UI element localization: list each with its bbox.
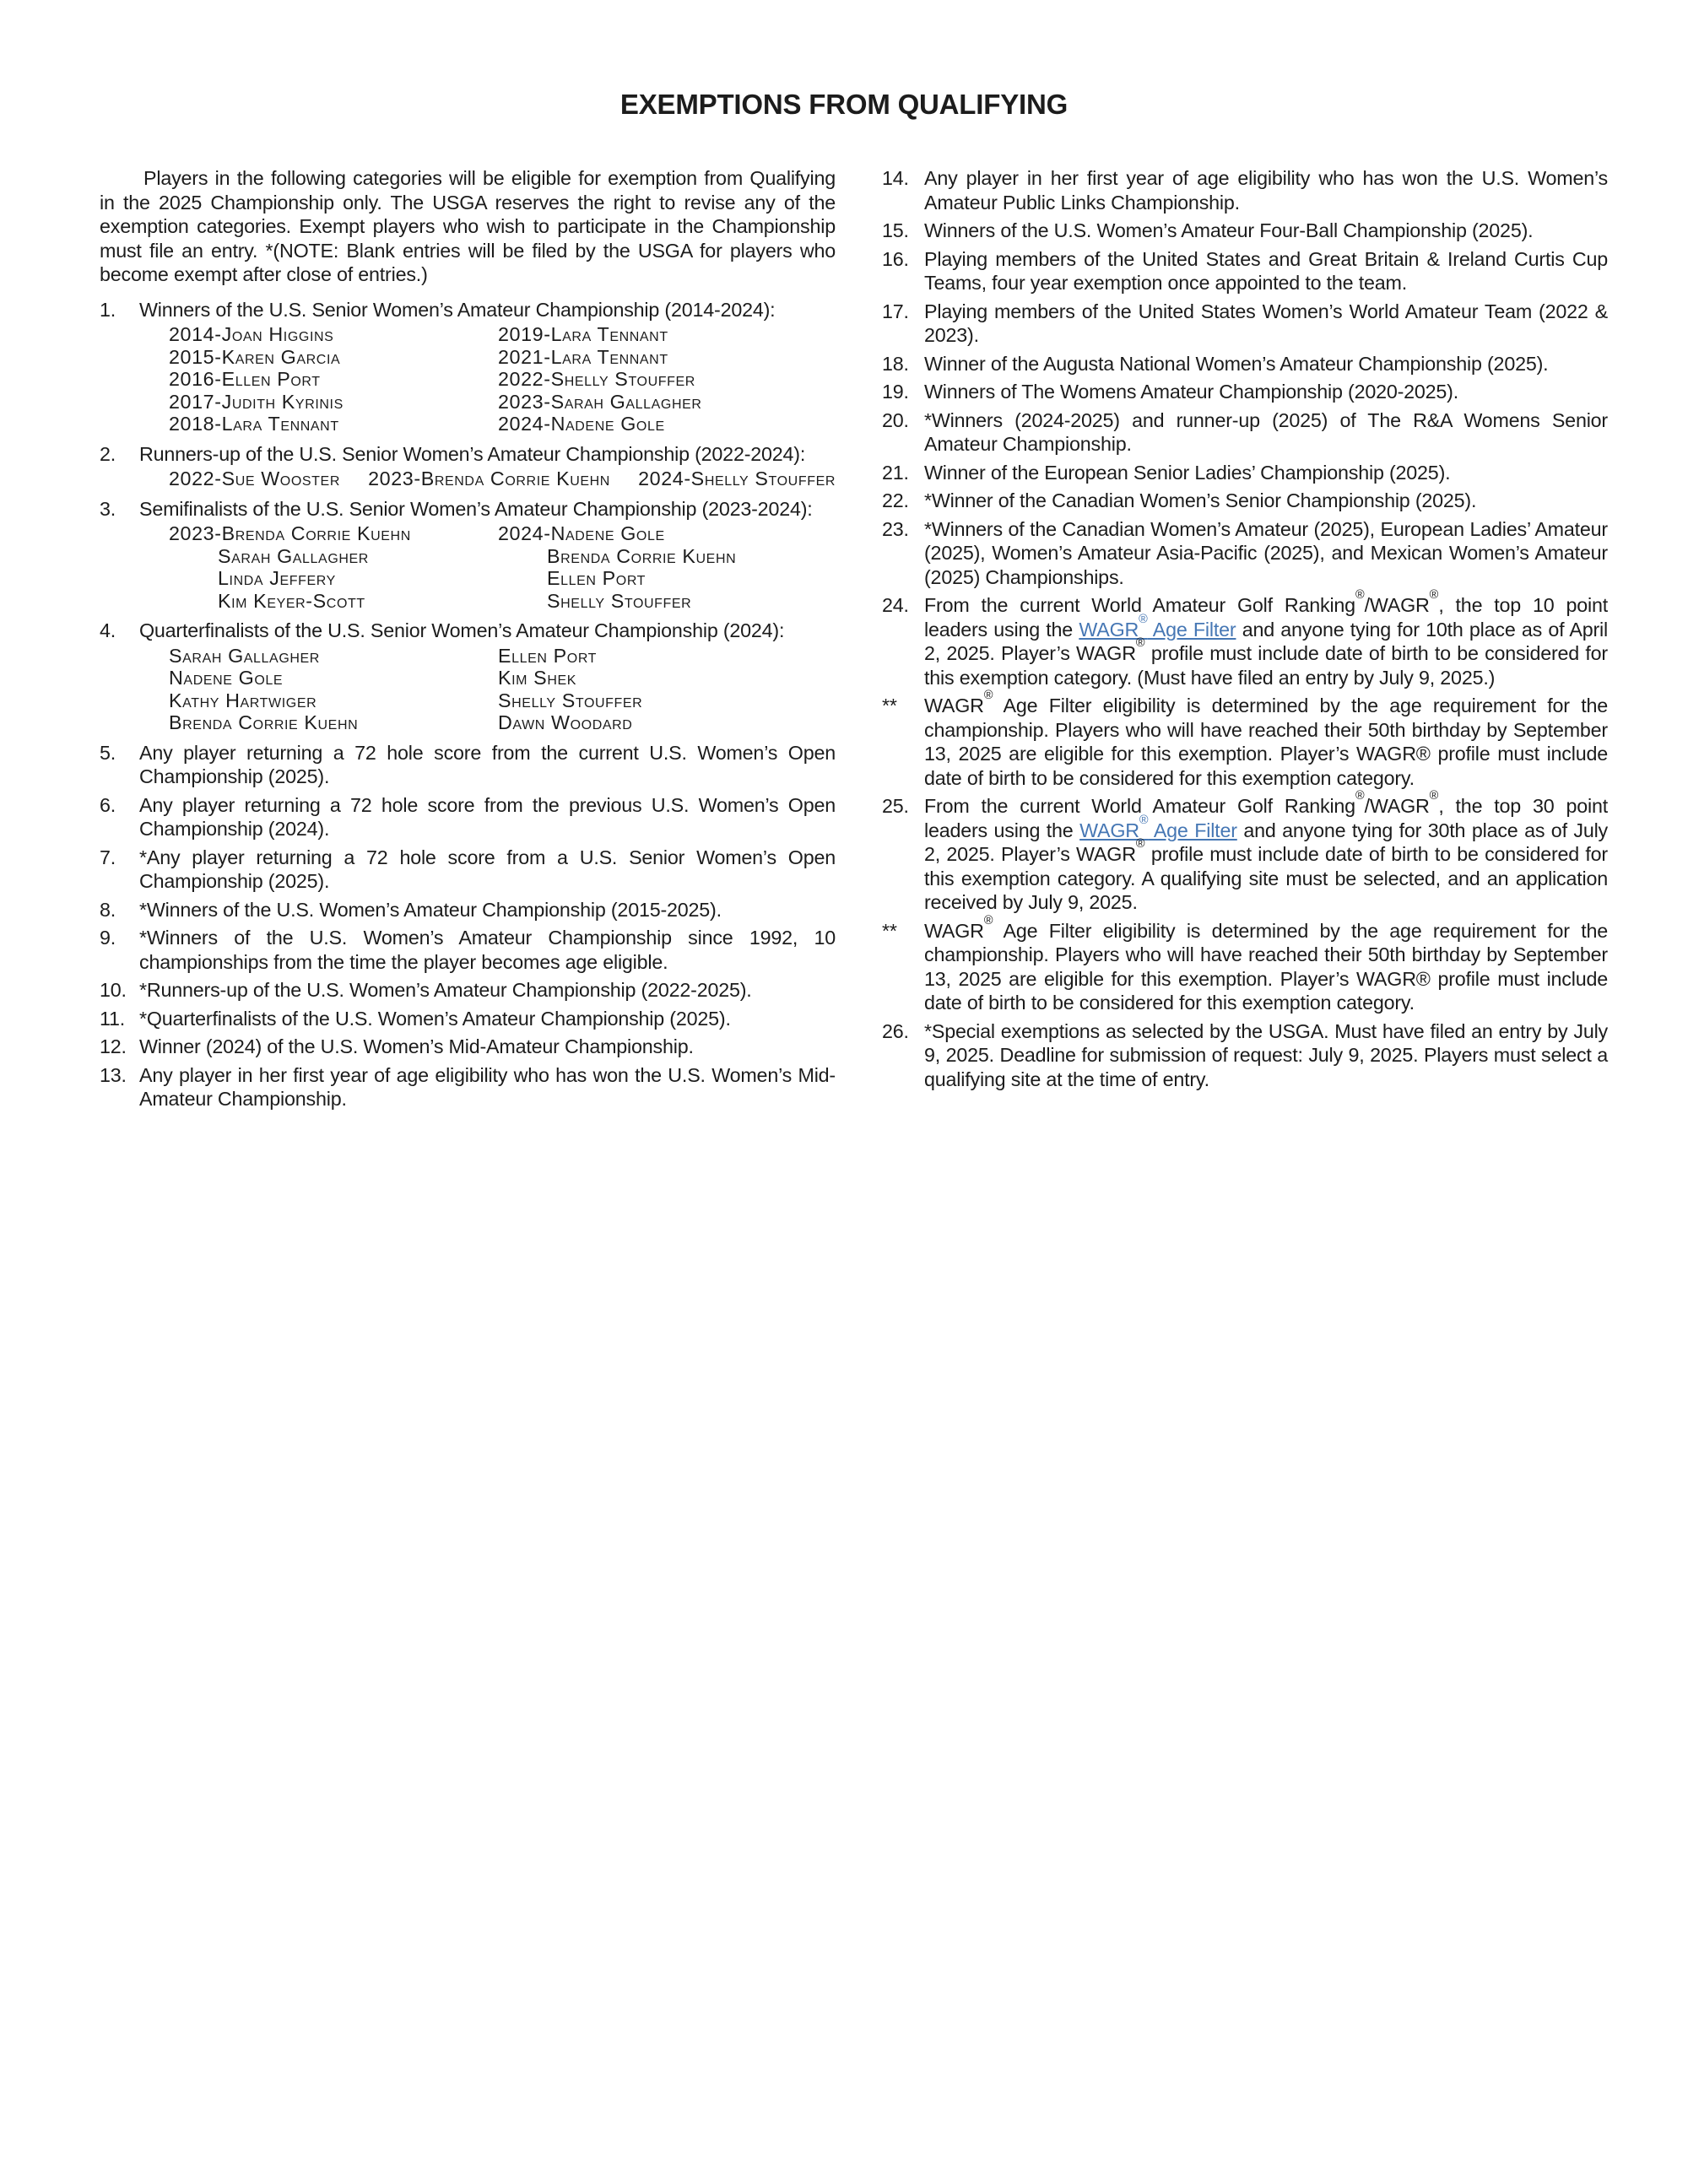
list-item <box>100 1035 836 1059</box>
item-number: 17. <box>882 300 909 322</box>
winner-name: Kim Shek <box>498 667 577 689</box>
intro-paragraph: Players in the following categories will be eligible for exemption from Qualifying in the 2025 Championship only. The USGA reserves the right to revise any of the exemption categories. Exempt players who wish to participate in the Championship must file an entry. *(NOTE: Blank entries will be filed by the USGA for players who become exempt after close of entries.) <box>100 167 836 285</box>
item-number: 5. <box>100 741 116 764</box>
item-text: WAGR® Age Filter eligibility is determined by the age requirement for the championship. Players who will have reached their 50th birthday by September 13, 2025 are eligible for this exemption. Player’s WAGR® profile must include date of birth to be considered for this exemption category. <box>924 689 1608 789</box>
item-number: 21. <box>882 461 909 484</box>
winner-name: 2024-Nadene Gole <box>498 413 665 435</box>
left-column <box>100 166 836 1116</box>
registered-mark: ® <box>1135 837 1145 851</box>
list-item <box>882 380 1608 404</box>
item-text: Winner of the European Senior Ladies’ Championship (2025). <box>924 461 1451 484</box>
winner-name: 2023-Brenda Corrie Kuehn <box>368 468 610 489</box>
item-number: 14. <box>882 167 909 189</box>
winner-name: Shelly Stouffer <box>547 589 692 612</box>
wagr-age-filter-link[interactable]: WAGR® Age Filter <box>1079 813 1237 841</box>
list-item <box>882 166 1608 214</box>
item-text: Any player in her first year of age eligibility who has won the U.S. Women’s Amateur Public Links Championship. <box>924 167 1608 214</box>
item-number: 2. <box>100 442 116 465</box>
item-number: 18. <box>882 352 909 375</box>
list-item <box>100 898 836 922</box>
left-items-list <box>100 298 836 1111</box>
winners-column <box>169 323 498 435</box>
item-number: 1. <box>100 298 116 321</box>
registered-mark: ® <box>1135 636 1145 651</box>
list-item <box>100 846 836 894</box>
footnote-item <box>882 689 1608 790</box>
registered-mark: ® <box>1355 588 1365 603</box>
item-number: 20. <box>882 408 909 431</box>
winner-name: Sarah Gallagher <box>218 544 369 567</box>
item-number: 9. <box>100 927 116 949</box>
winner-name: Kim Keyer-Scott <box>218 589 365 612</box>
right-items-list <box>882 166 1608 1091</box>
list-item <box>882 789 1609 915</box>
item-text: From the current World Amateur Golf Ranking®/WAGR®, the top 30 point leaders using the WAGR® Age Filter and anyone tying for 30th place as of July 2, 2025. Player’s WAGR® profile must include date of birth to be considered for this exemption category. A qualifying site must be selected, and an application received by July 9, 2025. <box>924 789 1609 913</box>
list-item <box>100 497 836 615</box>
item-text: Winner of the Augusta National Women’s Amateur Championship (2025). <box>924 352 1549 375</box>
item-text: Winners of the U.S. Women’s Amateur Four-Ball Championship (2025). <box>924 219 1534 241</box>
item-number: 4. <box>100 619 116 641</box>
list-item <box>882 489 1608 513</box>
list-item <box>882 247 1608 295</box>
list-item <box>100 926 836 974</box>
item-text: *Winners (2024-2025) and runner-up (2025) of The R&A Womens Senior Amateur Championship. <box>924 408 1608 455</box>
item-text: Quarterfinalists of the U.S. Senior Women’s Amateur Championship (2024): Sarah Gallagher Nadene Gole Kathy Hartwiger Brenda Corrie Kuehn Ellen Port Kim Shek Shelly Stouffer Dawn Woodard <box>139 619 836 737</box>
item-text: *Winners of the U.S. Women’s Amateur Championship since 1992, 10 championships from the time the player becomes age eligible. <box>139 927 836 973</box>
winner-name: Ellen Port <box>498 644 598 667</box>
item-text: Playing members of the United States Women’s World Amateur Team (2022 & 2023). <box>924 300 1608 346</box>
item-text: Any player returning a 72 hole score from the current U.S. Women’s Open Championship (2025). <box>139 741 836 787</box>
item-number: 13. <box>100 1063 127 1086</box>
list-item <box>100 442 836 493</box>
list-item <box>100 1063 836 1111</box>
list-item <box>100 1007 836 1031</box>
item-text: *Quarterfinalists of the U.S. Women’s Amateur Championship (2025). <box>139 1007 731 1030</box>
winner-name: Shelly Stouffer <box>498 689 643 711</box>
item-text: Winners of The Womens Amateur Championship (2020-2025). <box>924 381 1459 403</box>
item-number: 25. <box>882 795 909 817</box>
registered-mark: ® <box>1429 588 1439 603</box>
item-text: Winners of the U.S. Senior Women’s Amateur Championship (2014-2024): 2014-Joan Higgins 2015-Karen Garcia 2016-Ellen Port 2017-Judith Kyrinis 2018-Lara Tennant 2019-Lara Tennant 2021-Lara Tennant 2022-Shelly Stouffer 2023-Sarah Gallagher 2024-Nadene Gole <box>139 298 836 438</box>
right-column <box>882 166 1608 1116</box>
registered-mark: ® <box>1139 612 1148 626</box>
item-text: Semifinalists of the U.S. Senior Women’s Amateur Championship (2023-2024): 2023-Brenda Corrie Kuehn Sarah Gallagher Linda Jeffery Kim Keyer-Scott 2024-Nadene Gole Brenda Corrie Kuehn Ellen Port Shelly Stouffer <box>139 497 836 615</box>
item-number: 19. <box>882 381 909 403</box>
footnote-item <box>882 913 1608 1015</box>
item-text: Runners-up of the U.S. Senior Women’s Amateur Championship (2022-2024): 2022-Sue Wooster 2023-Brenda Corrie Kuehn 2024-Shelly Stouffer <box>139 442 836 489</box>
item-number: 22. <box>882 489 909 511</box>
winner-name: Linda Jeffery <box>218 567 336 589</box>
list-item <box>882 219 1608 243</box>
item-text: *Winners of the Canadian Women’s Amateur (2025), European Ladies’ Amateur (2025), Women’s Amateur Asia-Pacific (2025), and Mexican Women’s Amateur (2025) Championships. <box>924 517 1608 588</box>
item-text: Playing members of the United States and Great Britain & Ireland Curtis Cup Teams, four year exemption once appointed to the team. <box>924 247 1608 294</box>
winner-name: 2024-Nadene Gole <box>498 522 665 544</box>
list-item <box>882 352 1608 376</box>
winners-grid <box>169 323 836 435</box>
list-item <box>100 741 836 789</box>
item-text: *Runners-up of the U.S. Women’s Amateur Championship (2022-2025). <box>139 979 752 1001</box>
wagr-age-filter-link[interactable]: WAGR® Age Filter <box>1079 612 1236 641</box>
list-item <box>882 1019 1608 1092</box>
item-number: 3. <box>100 497 116 520</box>
winner-name: 2024-Shelly Stouffer <box>638 468 836 489</box>
winner-name: Brenda Corrie Kuehn <box>169 711 359 733</box>
winners-grid <box>169 522 836 612</box>
two-column-layout <box>100 166 1608 1116</box>
item-number: ** <box>882 695 897 716</box>
winner-name: Nadene Gole <box>169 667 284 689</box>
item-number: 23. <box>882 517 909 540</box>
page-title: EXEMPTIONS FROM QUALIFYING <box>619 89 1069 120</box>
winners-column <box>169 522 498 612</box>
item-text: *Winner of the Canadian Women’s Senior Championship (2025). <box>924 489 1477 511</box>
list-item <box>100 298 836 438</box>
registered-mark: ® <box>1355 789 1365 803</box>
item-number: 24. <box>882 594 909 616</box>
item-number: 8. <box>100 898 116 921</box>
winners-column <box>498 645 836 734</box>
winner-name: 2022-Sue Wooster <box>169 468 340 489</box>
winner-name: Ellen Port <box>547 567 647 589</box>
winner-name: Sarah Gallagher <box>169 644 320 667</box>
winner-name: 2016-Ellen Port <box>169 368 321 390</box>
item-text: Any player returning a 72 hole score from the previous U.S. Women’s Open Championship (2024). <box>139 793 836 840</box>
item-text: From the current World Amateur Golf Ranking®/WAGR®, the top 10 point leaders using the WAGR® Age Filter and anyone tying for 10th place as of April 2, 2025. Player’s WAGR® profile must include date of birth to be considered for this exemption category. (Must have filed an entry by July 9, 2025.) <box>924 588 1608 689</box>
winner-name: 2021-Lara Tennant <box>498 345 668 368</box>
list-item <box>100 619 836 737</box>
item-number: 11. <box>100 1007 126 1030</box>
registered-mark: ® <box>983 689 993 703</box>
item-number: 12. <box>100 1035 127 1057</box>
winner-name: 2015-Karen Garcia <box>169 345 341 368</box>
item-text: *Any player returning a 72 hole score from a U.S. Senior Women’s Open Championship (2025). <box>139 846 836 892</box>
winners-column <box>169 645 498 734</box>
winner-name: Dawn Woodard <box>498 711 633 733</box>
list-item <box>882 588 1608 689</box>
winner-name: 2022-Shelly Stouffer <box>498 368 695 390</box>
list-item <box>882 461 1608 485</box>
winner-name: 2023-Sarah Gallagher <box>498 390 702 413</box>
item-number: 6. <box>100 793 116 816</box>
winners-row <box>169 468 836 490</box>
registered-mark: ® <box>1139 813 1149 827</box>
item-text: Any player in her first year of age eligibility who has won the U.S. Women’s Mid-Amateur Championship. <box>139 1063 836 1110</box>
item-text: *Winners of the U.S. Women’s Amateur Championship (2015-2025). <box>139 898 722 921</box>
winners-grid <box>169 645 836 734</box>
winner-name: 2018-Lara Tennant <box>169 413 339 435</box>
item-number: 15. <box>882 219 909 241</box>
list-item <box>882 517 1608 590</box>
list-item <box>100 978 836 1003</box>
item-text: *Special exemptions as selected by the USGA. Must have filed an entry by July 9, 2025. Deadline for submission of request: July 9, 2025. Players must select a qualifying site at the time of entry. <box>924 1019 1608 1090</box>
winner-name: 2017-Judith Kyrinis <box>169 390 344 413</box>
winner-name: Brenda Corrie Kuehn <box>547 544 737 567</box>
list-item <box>882 408 1608 457</box>
list-item <box>100 793 836 841</box>
winner-name: 2019-Lara Tennant <box>498 323 668 345</box>
list-item <box>882 300 1608 348</box>
winners-column <box>498 522 836 612</box>
winner-name: Kathy Hartwiger <box>169 689 317 711</box>
item-text: WAGR® Age Filter eligibility is determined by the age requirement for the championship. Players who will have reached their 50th birthday by September 13, 2025 are eligible for this exemption. Player’s WAGR® profile must include date of birth to be considered for this exemption category. <box>924 913 1608 1014</box>
winner-name: 2023-Brenda Corrie Kuehn <box>169 522 411 544</box>
item-number: 16. <box>882 247 909 270</box>
winner-name: 2014-Joan Higgins <box>169 323 334 345</box>
item-number: 26. <box>882 1019 909 1042</box>
item-number: ** <box>882 919 897 942</box>
item-number: 10. <box>100 979 127 1001</box>
registered-mark: ® <box>1429 789 1439 803</box>
registered-mark: ® <box>983 913 993 927</box>
item-text: Winner (2024) of the U.S. Women’s Mid-Amateur Championship. <box>139 1035 694 1057</box>
item-number: 7. <box>100 846 116 868</box>
winners-column <box>498 323 836 435</box>
